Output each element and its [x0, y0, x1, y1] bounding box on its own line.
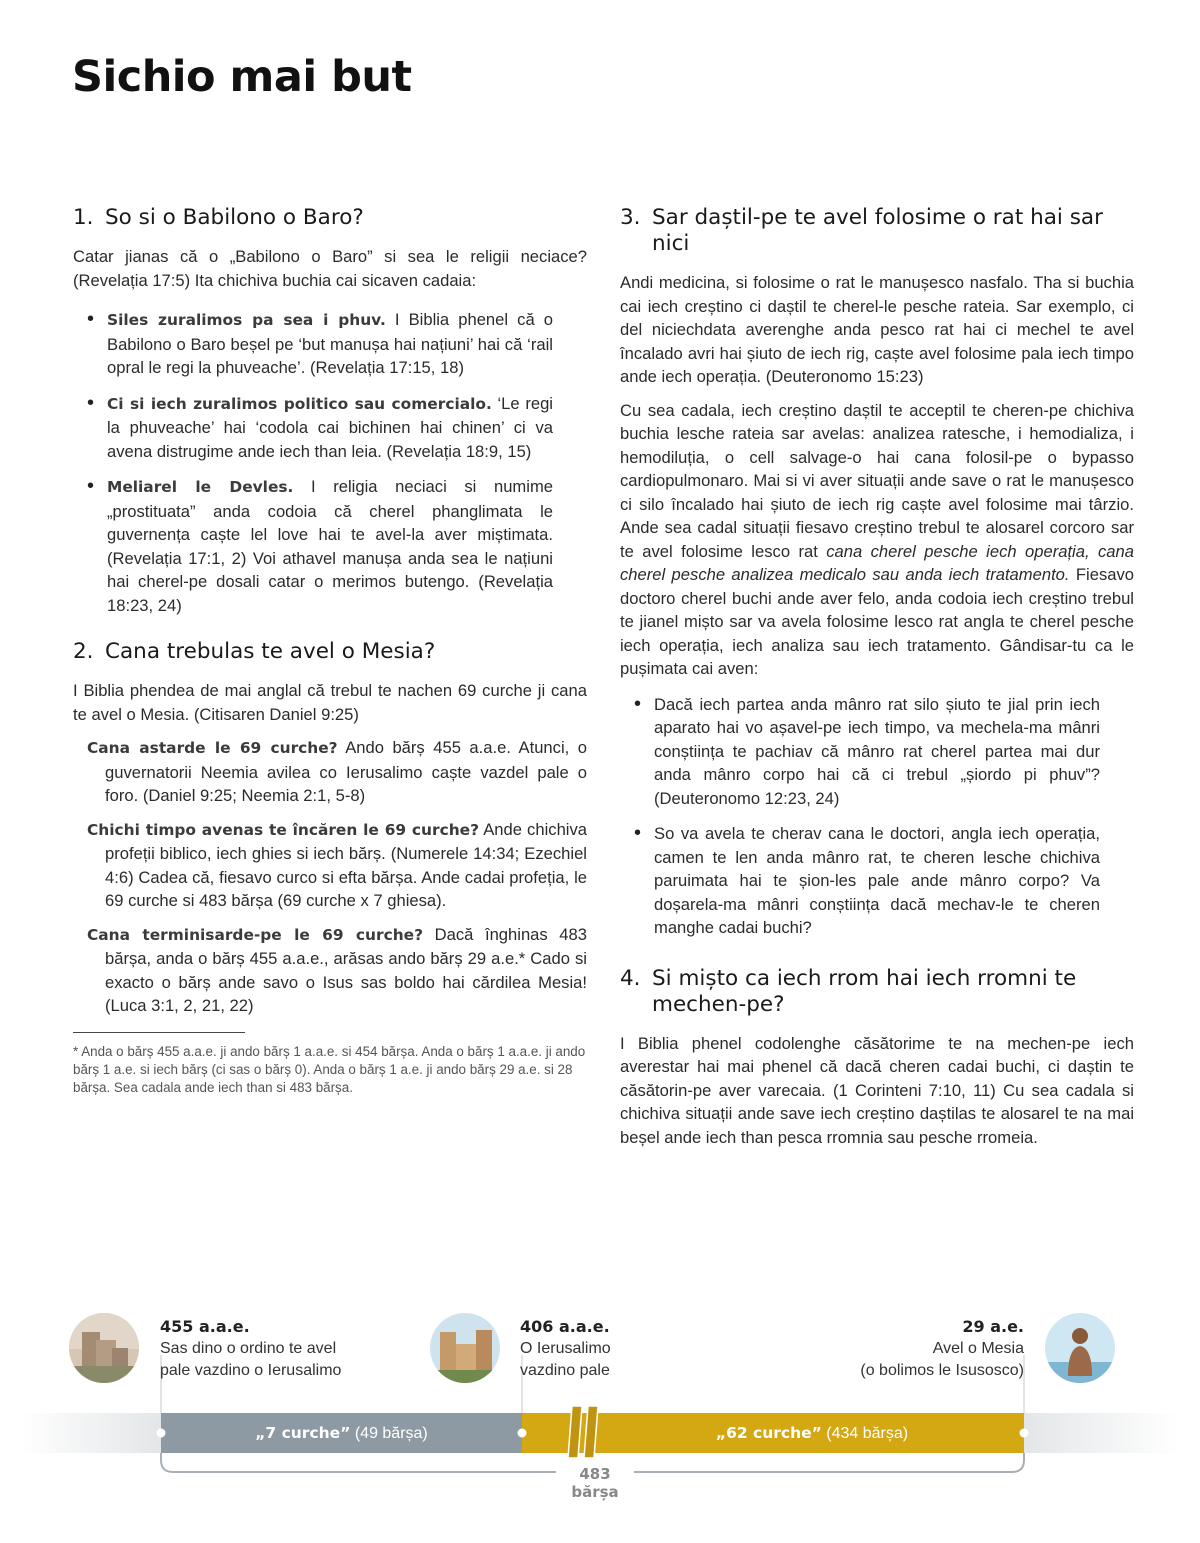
bullet-item — [87, 392, 587, 464]
section-4-paragraph: I Biblia phenel codolenghe căsătorime te na mechen-pe iech averestar hai mai phenel că dacă cheren cadai buchi, ci daștin te căsătorin-pe aver varecaia. (1 Corinteni 7:10, 11) Cu sea cadala si chichiva situații ande save iech creștino daștilas te alosarel te na mai beșel ande iech than pesca rromnia sau pesche rromeia. — [620, 1033, 1134, 1147]
event-description: O Ierusalimo — [520, 1340, 611, 1357]
italic-text: cana cherel pesche iech operația, cana cherel pesche analizea medicalo sau anda iech tratamento. — [620, 541, 1134, 584]
qa-question: Cana terminisarde-pe le 69 curche? — [87, 925, 424, 944]
section-title: Si mișto ca iech rrom hai iech rromni te mechen-pe? — [652, 965, 1077, 1017]
bullet-lead: Siles zuralimos pa sea i phuv. — [107, 311, 386, 329]
footnote: * Anda o bărș 455 a.a.e. ji ando bărș 1 a.a.e. si 454 bărșa. Anda o bărș 1 a.a.e. ji ando bărș 1 a.e. si iech bărș (ci sas o bărș 0). Anda o bărș 1 a.e. ji ando bărș 29 a.e. si 28 bărșa. Sea cadala ande iech than si 483 bărșa. — [73, 1043, 586, 1095]
section-number: 4. — [620, 965, 641, 991]
event-406-label — [520, 1316, 611, 1382]
event-description: Avel o Mesia — [932, 1340, 1024, 1357]
section-2-heading — [73, 639, 587, 665]
total-years-label: 483 bărșa — [556, 1465, 634, 1501]
bullet-item — [87, 308, 587, 380]
bullet-item — [87, 475, 587, 617]
bullet-list — [87, 308, 587, 617]
section-1-intro: Catar jianas că o „Babilono o Baro” si sea le religii neciace? (Revelația 17:5) Ita chichiva buchia cai sicaven cadaia: — [73, 247, 587, 290]
event-29-label — [800, 1316, 1024, 1382]
section-2 — [73, 639, 587, 1097]
section-1 — [73, 205, 587, 617]
bullet-item: • So va avela te cherav cana le doctori, angla iech operația, camen te len anda mânro rat, te cheren lesche chichiva paruimata hai te șion-les pale ande mânro corpo? Va doșarela-ma mânri conștiința dacă mechav-le te cheren manghe cadai buchi? — [634, 822, 1134, 940]
bullet-text: I Biblia phenel că o Babilono o Baro beșel pe ‘but manușa hai națiuni’ hai că ‘rail opral le regi la phuveache’. (Revelația 17:15, 18) — [107, 310, 553, 377]
section-2-intro: I Biblia phendea de mai anglal că trebul te nachen 69 curche ji cana te avel o Mesia. (Citisaren Daniel 9:25) — [73, 681, 587, 724]
qa-item — [87, 818, 587, 913]
segment-years: (49 bărșa) — [350, 1425, 428, 1442]
right-column — [620, 205, 1134, 1171]
section-title: So si o Babilono o Baro? — [105, 205, 364, 230]
event-455-label — [160, 1316, 341, 1382]
baptism-image — [1045, 1313, 1115, 1386]
page-title: Sichio mai but — [72, 52, 412, 102]
qa-item — [87, 923, 587, 1018]
left-column — [73, 205, 587, 1119]
text-run: Cu sea cadala, iech creștino daștil te acceptil te cheren-pe chichiva buchia lesche rateia sar avelas: analizea ratesche, i hemodializa, i hemodiluția, o cell salvage-o hai cana folosil-pe o bypasso cardiopulmonaro. Mai si vi aver situații ande save o rat le manușesco ci silo încalado hai șiuto de iech rig caște avel folosime mai târzio. Ande sea cadal situații fiesavo creștino trebul te alosarel corcoro sar te avel folosime lesco rat — [620, 400, 1134, 561]
event-year: 29 a.e. — [962, 1317, 1024, 1336]
event-description: pale vazdino o Ierusalimo — [160, 1362, 342, 1379]
event-year: 406 a.a.e. — [520, 1317, 610, 1336]
bullet-lead: Ci si iech zuralimos politico sau comercialo. — [107, 394, 492, 413]
timeline — [0, 1300, 1200, 1500]
event-description: (o bolimos le Isusosco) — [860, 1362, 1024, 1379]
event-description: vazdino pale — [520, 1362, 610, 1379]
bullet-text: I religia neciaci si numime „prostituata” anda codoia că cherel phanglimata le guvernența caște lel love hai te avel-la aver miștimata. (Revelația 17:1, 2) Voi athavel manușa anda sea le națiuni hai cherel-pe dosali catar o merimos butengo. (Revelația 18:23, 24) — [107, 477, 553, 615]
section-title: Sar daștil-pe te avel folosime o rat hai sar nici — [652, 205, 1103, 256]
qa-answer: Ando bărș 455 a.a.e. Atunci, o guvernatorii Neemia avilea co Ierusalimo caște vazdel pale o foro. (Daniel 9:25; Neemia 2:1, 5-8) — [105, 738, 587, 805]
qa-answer: Ande chichiva profeții biblico, iech ghies si iech bărș. (Numerele 14:34; Ezechiel 4:6) Cadea că, fiesavo curco si efta bărșa. Ande cadai profeția, le 69 curche si 483 bărșa (69 curche x 7 ghiesa). — [105, 819, 588, 910]
qa-item — [87, 736, 587, 808]
segment-62-weeks-label — [600, 1413, 1024, 1453]
timeline-fade-left — [20, 1413, 161, 1453]
city-image — [430, 1313, 500, 1386]
section-title: Cana trebulas te avel o Mesia? — [105, 639, 436, 664]
qa-question: Cana astarde le 69 curche? — [87, 739, 338, 757]
bullet-text: ‘Le regi la phuveache’ hai ‘codola cai bichinen hai chinen’ ci va avena distrugime ande iech than leia. (Revelația 18:9, 15) — [107, 393, 553, 461]
timeline-fade-right — [1024, 1413, 1180, 1453]
section-3 — [620, 205, 1134, 940]
segment-years: (434 bărșa) — [821, 1425, 909, 1442]
qa-answer: Dacă înghinas 483 bărșa, anda o bărș 455 a.a.e., arăsas ando bărș 29 a.e.* Cado si exacto o bărș ande savo o Isus sas boldo hai cărdilea Mesia! (Luca 3:1, 2, 21, 22) — [105, 924, 587, 1015]
segment-7-weeks-label — [161, 1413, 522, 1453]
bullet-list — [634, 693, 1134, 940]
section-4-heading — [620, 966, 1134, 1018]
section-4 — [620, 966, 1134, 1150]
section-number: 1. — [73, 205, 94, 230]
section-3-paragraph-1: Andi medicina, si folosime o rat le manușesco nasfalo. Tha si buchia cai iech creștino ci daștil te cherel-le pesche rateia. Sar exemplo, ci del niciechdata averenghe anda pesco rat hai ci mechel te avel încalado avri hai șiuto de iech rig, caște avel folosime pala iech timpo ande iech operația. (Deuteronomo 15:23) — [620, 273, 1134, 386]
segment-weeks: „7 curche” — [255, 1424, 351, 1442]
qa-question: Chichi timpo avenas te încăren le 69 curche? — [87, 820, 480, 839]
event-description: Sas dino o ordino te avel — [160, 1340, 337, 1357]
bullet-lead: Meliarel le Devles. — [107, 478, 294, 496]
section-3-paragraph-2 — [620, 399, 1134, 681]
footnote-divider — [73, 1032, 245, 1033]
bullet-item: • Dacă iech partea anda mânro rat silo șiuto te jial prin iech aparato hai vo așavel-pe iech timpo, va mechela-ma mânri conștiința te pachiav că mânro rat cherel partea mai dur anda mânro corpo hai că ci trebul „șiordo pi phuv”? (Deuteronomo 12:23, 24) — [634, 693, 1134, 811]
text-run: Fiesavo doctoro cherel buchi ande aver felo, anda codoia iech creștino trebul te jianel mișto sar va avela folosime lesco rat angla te cherel pesche iech operația, iech analiza sau iech tratamento. Gândisar-tu ca le pușimata cai aven: — [620, 565, 1134, 678]
event-year: 455 a.a.e. — [160, 1317, 250, 1336]
section-number: 3. — [620, 205, 641, 230]
section-number: 2. — [73, 639, 94, 664]
section-3-heading — [620, 205, 1134, 257]
ruins-image — [69, 1313, 139, 1386]
section-1-heading — [73, 205, 587, 231]
segment-weeks: „62 curche” — [715, 1424, 822, 1442]
